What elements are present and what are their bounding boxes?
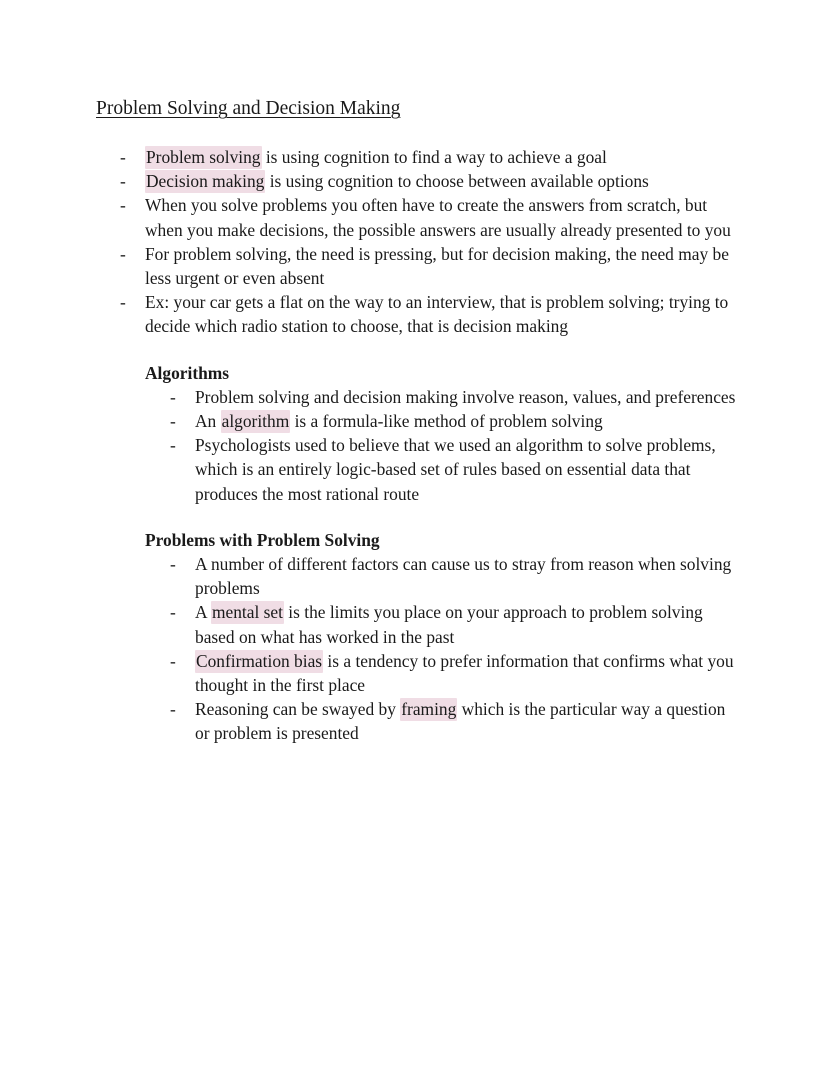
highlighted-term: Problem solving [146, 147, 261, 167]
list-item [0, 145, 828, 169]
list-item-post: is a tendency to prefer information that confirms what you thought in the first place [195, 650, 734, 696]
list-item-rest: is using cognition to choose between available options [265, 171, 649, 192]
bullet-dash-icon: - [170, 699, 176, 720]
highlighted-term: framing [401, 699, 457, 720]
highlighted-term: algorithm [221, 411, 290, 432]
list-item [0, 552, 828, 600]
bullet-dash-icon: - [170, 411, 176, 432]
bullet-dash-icon: - [170, 602, 176, 623]
section-algorithms [0, 361, 828, 506]
bullet-dash-icon: - [120, 147, 126, 167]
list-item-text: Psychologists used to believe that we used an algorithm to solve problems, which is an entirely logic-based set of rules based on essential data that produces the most rational route [195, 435, 716, 504]
highlighted-term: Decision making [146, 171, 265, 192]
intro-bullet-list [0, 145, 828, 339]
bullet-dash-icon: - [170, 386, 176, 407]
list-item [0, 649, 828, 697]
list-item-pre: Reasoning can be swayed by [195, 699, 401, 720]
problems-bullet-list [0, 552, 828, 746]
list-item [0, 385, 828, 409]
document-body [0, 145, 828, 746]
list-item-text [195, 600, 736, 648]
list-item [0, 697, 828, 745]
list-item-post: which is the particular way a question or problem is presented [195, 699, 726, 744]
list-item-rest: is using cognition to find a way to achieve a goal [261, 147, 607, 167]
list-item [0, 290, 828, 338]
list-item-text: When you solve problems you often have to create the answers from scratch, but when you make decisions, the possible answers are usually already presented to you [145, 195, 731, 240]
bullet-dash-icon: - [120, 292, 126, 313]
bullet-dash-icon: - [120, 171, 126, 192]
list-item-text: A number of different factors can cause us to stray from reason when solving problems [195, 554, 732, 599]
list-item-text: Problem solving and decision making involve reason, values, and preferences [195, 386, 736, 407]
list-item-text [195, 649, 736, 697]
list-item [0, 169, 828, 193]
section-heading: Problems with Problem Solving [145, 529, 380, 550]
list-item-text [145, 169, 733, 193]
bullet-dash-icon: - [120, 243, 126, 264]
list-item-post: is the limits you place on your approach to problem solving based on what has worked in the past [195, 602, 703, 647]
list-item-text: For problem solving, the need is pressing, but for decision making, the need may be less urgent or even absent [145, 243, 729, 289]
list-item [0, 433, 828, 506]
list-item-text [195, 697, 736, 745]
algorithms-bullet-list [0, 385, 828, 506]
bullet-dash-icon: - [120, 195, 126, 216]
list-item-post: is a formula-like method of problem solving [290, 411, 603, 432]
list-item-text [195, 409, 736, 433]
list-item [0, 409, 828, 433]
list-item [0, 242, 828, 290]
bullet-dash-icon: - [170, 650, 176, 671]
highlighted-term: mental set [211, 602, 283, 623]
highlighted-term: Confirmation bias [196, 650, 323, 671]
bullet-dash-icon: - [170, 435, 176, 456]
list-item [0, 600, 828, 648]
list-item-pre: A [195, 602, 211, 623]
list-item [0, 193, 828, 241]
bullet-dash-icon: - [170, 554, 176, 575]
list-item-text: Ex: your car gets a flat on the way to an interview, that is problem solving; trying to decide which radio station to choose, that is decision making [145, 292, 729, 337]
page-title: Problem Solving and Decision Making [96, 98, 401, 119]
section-heading: Algorithms [145, 362, 230, 383]
list-item-text [145, 145, 733, 169]
section-problems-with-problem-solving [0, 528, 828, 746]
list-item-pre: An [195, 411, 221, 432]
